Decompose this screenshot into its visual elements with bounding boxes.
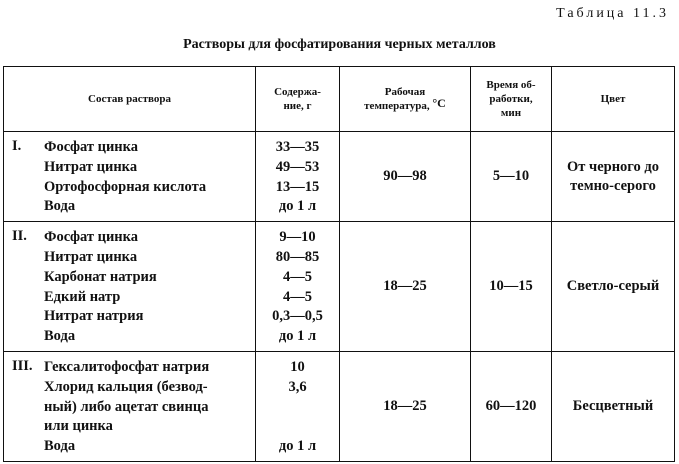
phosphating-table — [3, 66, 675, 462]
time-cell: 60—120 — [471, 351, 552, 461]
amount: 4—5 — [283, 268, 312, 285]
component: Вода — [44, 198, 76, 215]
component: ный) либо ацетат свинца — [44, 398, 209, 415]
composition-cell — [4, 222, 256, 352]
header-composition: Состав раствора — [4, 67, 256, 132]
temperature-unit: °С — [432, 96, 446, 110]
amount: 13—15 — [275, 178, 320, 195]
composition-cell — [4, 351, 256, 461]
content-cell — [256, 351, 340, 461]
amount: 80—85 — [275, 248, 320, 265]
amount: до 1 л — [278, 198, 317, 215]
amount: 4—5 — [283, 288, 312, 305]
amount: 3,6 — [288, 378, 307, 395]
row-number: II. — [12, 228, 27, 245]
component: Фосфат цинка — [44, 139, 139, 155]
component: Хлорид кальция (безвод- — [44, 378, 208, 395]
header-time: Время об- работки, мин — [471, 67, 552, 132]
component: Гексалитофосфат натрия — [44, 358, 210, 375]
row-number: III. — [12, 357, 33, 374]
content-cell — [256, 222, 340, 352]
table-row — [4, 351, 675, 461]
header-content: Содержа- ние, г — [256, 67, 340, 132]
amount: 9—10 — [279, 229, 316, 246]
component: Карбонат натрия — [44, 268, 157, 285]
component: Вода — [44, 438, 76, 455]
header-temperature: Рабочая температура, °С — [340, 67, 471, 132]
component: Ортофосфорная кислота — [44, 178, 207, 195]
amount: 33—35 — [275, 139, 320, 155]
table-title: Растворы для фосфатирования черных металлов — [183, 37, 496, 52]
component: Нитрат натрия — [44, 308, 144, 325]
amount: 0,3—0,5 — [272, 308, 323, 325]
amount — [256, 398, 339, 418]
temperature-cell: 90—98 — [340, 132, 471, 222]
table-row — [4, 222, 675, 352]
component: Нитрат цинка — [44, 158, 138, 175]
amount: 10 — [290, 358, 305, 375]
time-cell: 5—10 — [471, 132, 552, 222]
amount: 49—53 — [275, 158, 320, 175]
row-number: I. — [12, 138, 22, 154]
amount: до 1 л — [278, 328, 317, 345]
temperature-cell: 18—25 — [340, 351, 471, 461]
content-cell — [256, 132, 340, 222]
color-cell: Светло-серый — [552, 222, 675, 352]
header-color: Цвет — [552, 67, 675, 132]
component: или цинка — [44, 418, 113, 435]
color-cell: Бесцветный — [552, 351, 675, 461]
amount — [256, 417, 339, 437]
component: Едкий натр — [44, 288, 121, 305]
composition-cell — [4, 132, 256, 222]
header-row — [4, 67, 675, 132]
table-row — [4, 132, 675, 222]
temperature-cell: 18—25 — [340, 222, 471, 352]
component: Фосфат цинка — [44, 229, 139, 246]
component: Нитрат цинка — [44, 248, 138, 265]
time-cell: 10—15 — [471, 222, 552, 352]
color-cell: От черного до темно-серого — [552, 132, 675, 222]
amount: до 1 л — [278, 438, 317, 455]
component: Вода — [44, 328, 76, 345]
table-number: Таблица 11.3 — [556, 6, 669, 21]
